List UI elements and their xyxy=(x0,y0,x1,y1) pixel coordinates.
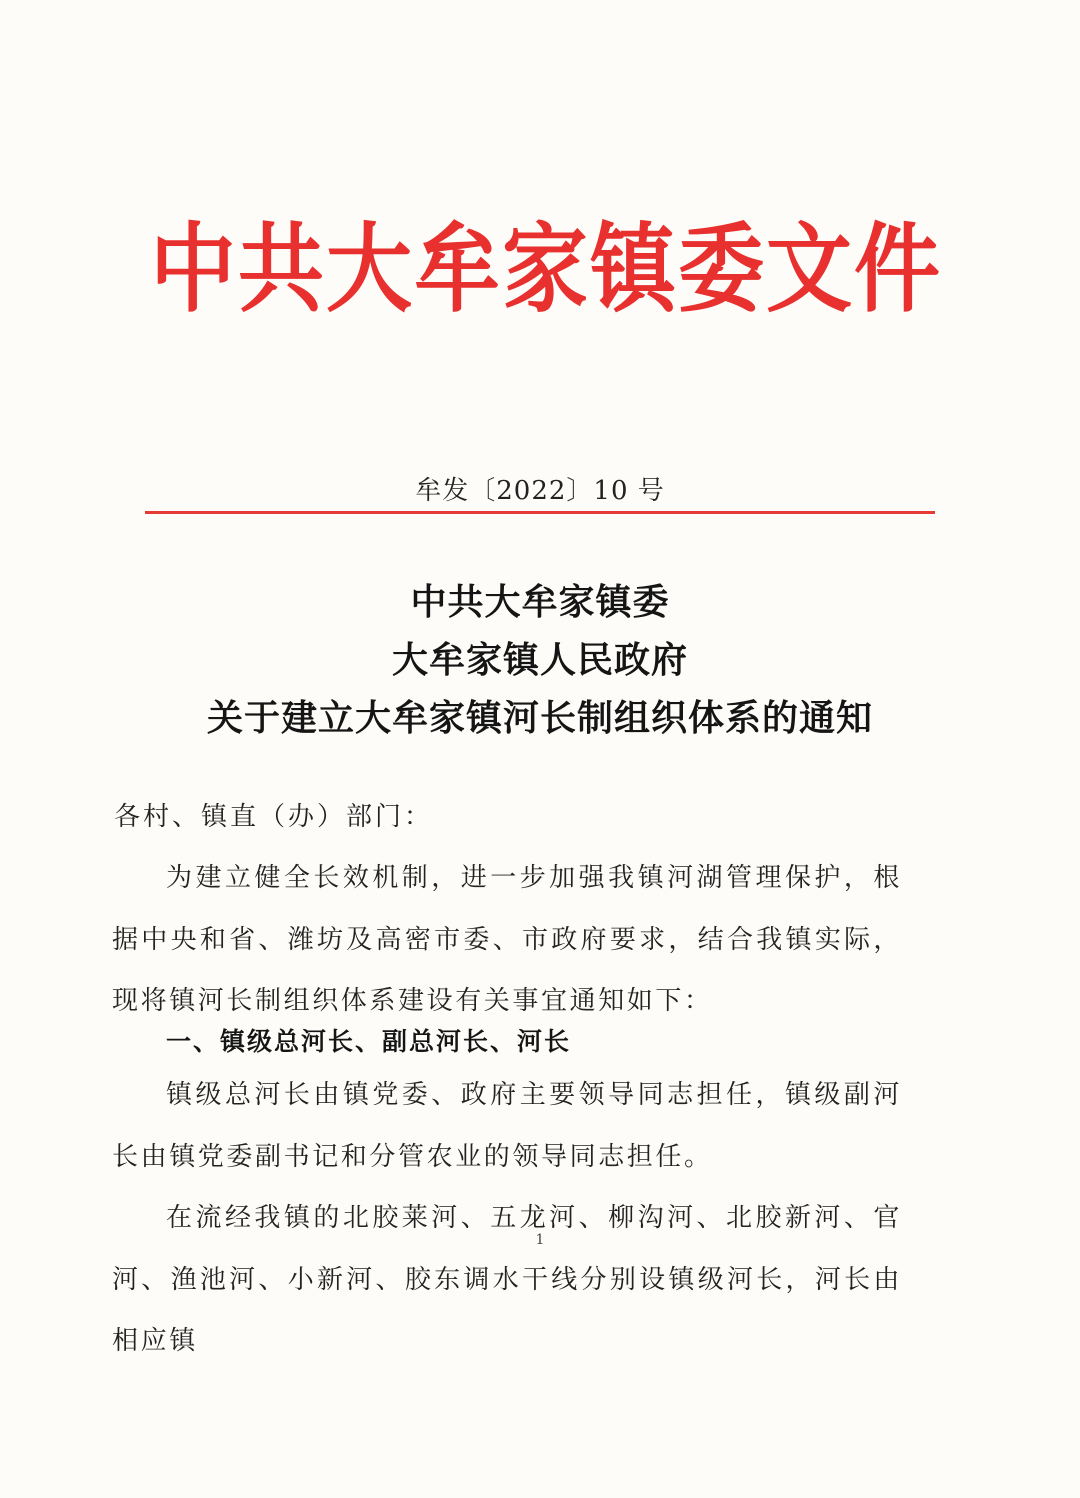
document-number: 牟发〔2022〕10 号 xyxy=(415,476,665,506)
title-line-3: 关于建立大牟家镇河长制组织体系的通知 xyxy=(206,697,873,739)
body-paragraph-2: 镇级总河长由镇党委、政府主要领导同志担任，镇级副河长由镇党委副书记和分管农业的领导同志担任。 xyxy=(112,1080,902,1172)
salutation: 各村、镇直（办）部门： xyxy=(114,802,434,832)
title-line-2: 大牟家镇人民政府 xyxy=(391,639,688,681)
title-line-1: 中共大牟家镇委 xyxy=(410,581,670,623)
red-separator-line xyxy=(145,511,935,514)
body-paragraph-3: 在流经我镇的北胶莱河、五龙河、柳沟河、北胶新河、官河、渔池河、小新河、胶东调水干线分别设镇级河长，河长由相应镇 xyxy=(112,1203,902,1356)
issuer-red-header: 中共大牟家镇委文件 xyxy=(150,214,942,327)
body-paragraph-1: 为建立健全长效机制，进一步加强我镇河湖管理保护，根据中央和省、潍坊及高密市委、市政府要求，结合我镇实际，现将镇河长制组织体系建设有关事宜通知如下： xyxy=(112,863,902,1016)
section-heading-1: 一、镇级总河长、副总河长、河长 xyxy=(166,1027,572,1056)
page-number: 1 xyxy=(535,1232,545,1248)
